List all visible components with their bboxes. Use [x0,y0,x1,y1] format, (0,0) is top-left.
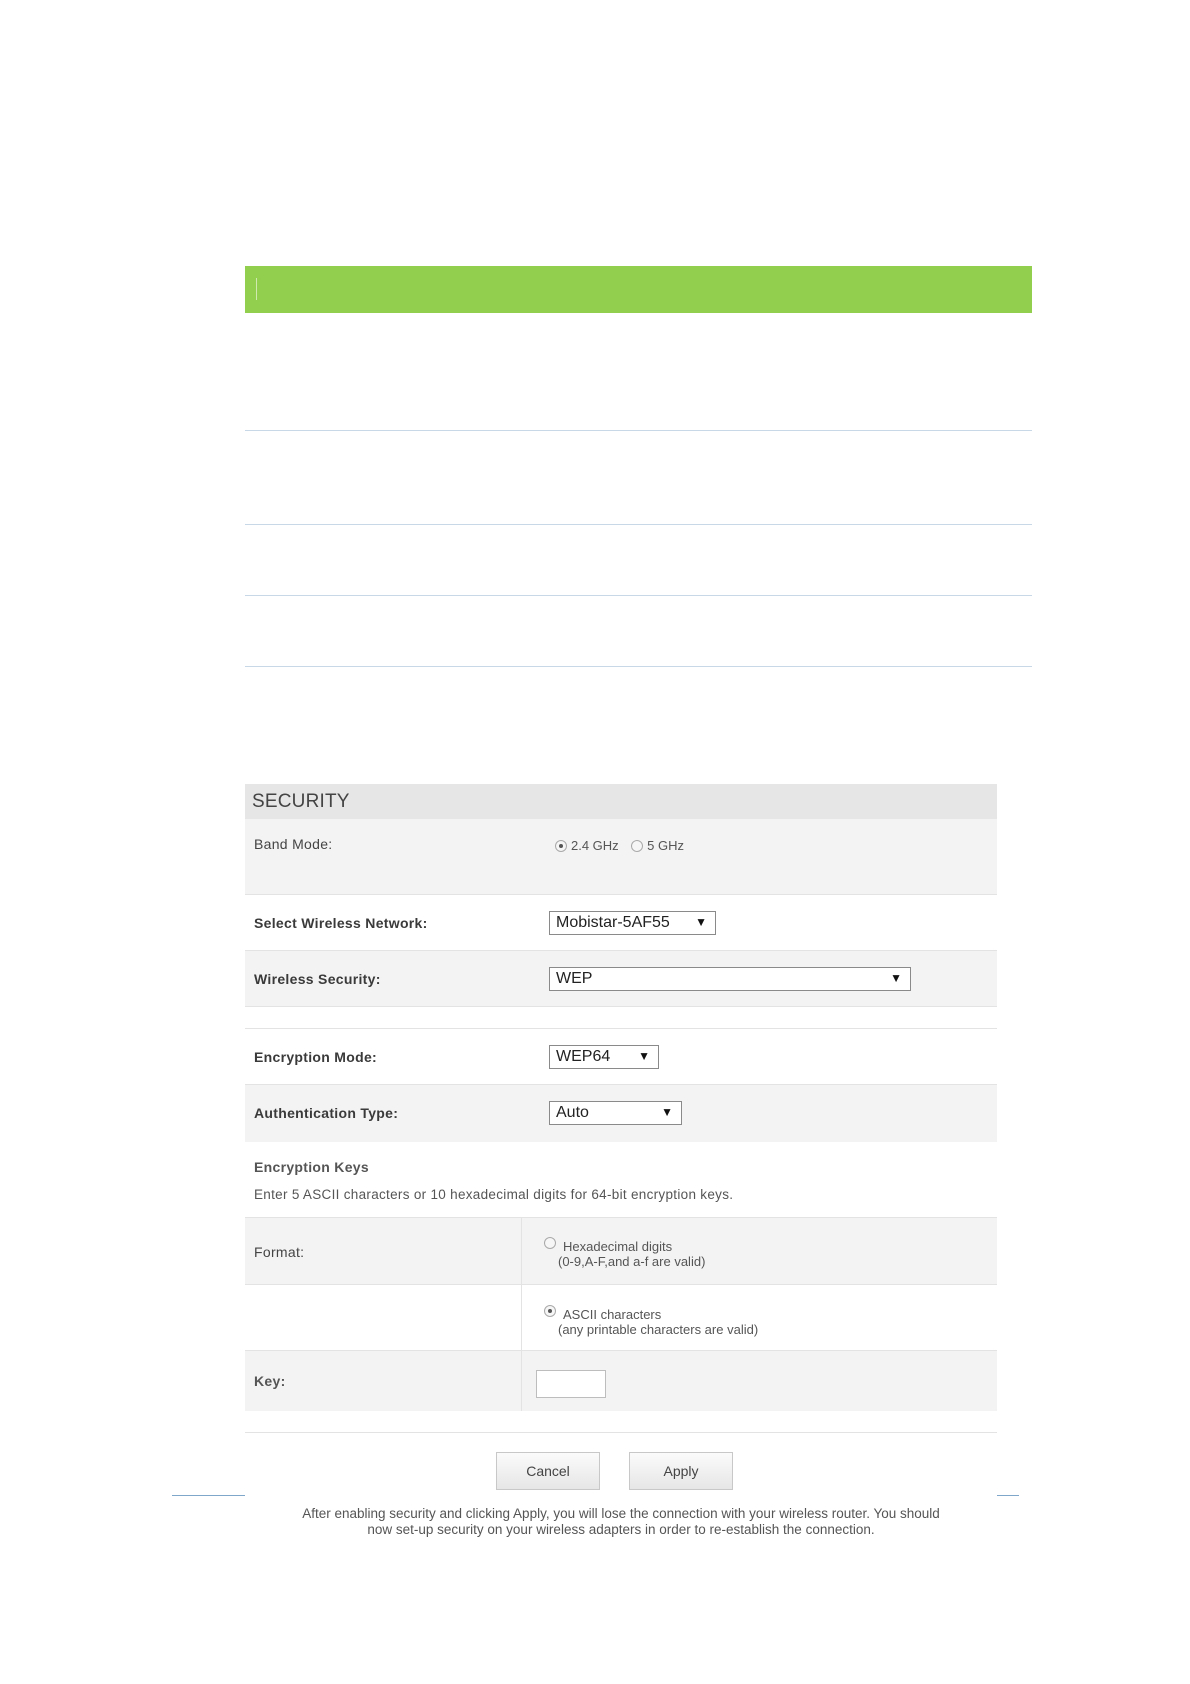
key-input[interactable] [536,1370,606,1398]
key-label: Key: [254,1373,286,1389]
triangle-down-icon: ▼ [890,971,902,985]
band-mode-options [555,837,692,855]
hex-digits-radio[interactable] [544,1237,556,1249]
wireless-network-select[interactable] [549,911,716,935]
authentication-type-row [245,1084,997,1142]
security-title: SECURITY [252,791,350,812]
band-mode-row [245,819,997,872]
hex-digits-label: Hexadecimal digits [563,1239,673,1254]
format-row-hex [245,1217,997,1285]
header-bar [245,266,1032,313]
cancel-button[interactable]: Cancel [496,1452,600,1490]
triangle-down-icon: ▼ [661,1105,673,1119]
encryption-mode-row [245,1028,997,1085]
encryption-mode-label: Encryption Mode: [254,1049,378,1065]
wireless-network-value: Mobistar-5AF55 [556,914,670,931]
wireless-network-row [245,894,997,951]
apply-button[interactable]: Apply [629,1452,733,1490]
encryption-mode-select[interactable] [549,1045,659,1069]
apply-warning-line-1: After enabling security and clicking Apply, you will lose the connection with your wireless router. You should [302,1506,940,1521]
format-label: Format: [254,1244,305,1260]
security-header [245,784,997,819]
triangle-down-icon: ▼ [638,1049,650,1063]
encryption-keys-heading: Encryption Keys [254,1159,369,1175]
wireless-security-select[interactable] [549,967,911,991]
encryption-keys-hint: Enter 5 ASCII characters or 10 hexadecimal digits for 64-bit encryption keys. [254,1187,734,1202]
ascii-chars-label: ASCII characters [563,1307,662,1322]
apply-warning-line-2: now set-up security on your wireless adapters in order to re-establish the connection. [367,1522,875,1537]
authentication-type-value: Auto [556,1104,589,1121]
divider [245,666,1032,667]
hex-digits-note: (0-9,A-F,and a-f are valid) [558,1254,706,1269]
divider [245,1432,997,1434]
header-bar-tick [256,278,257,300]
wireless-security-label: Wireless Security: [254,971,381,987]
ascii-chars-note: (any printable characters are valid) [558,1322,759,1337]
key-row [245,1350,997,1411]
divider [245,430,1032,431]
column-divider [521,1351,522,1411]
column-divider [521,1218,522,1285]
footer-divider-right [997,1495,1019,1496]
divider [245,595,1032,596]
band-mode-label: Band Mode: [254,836,333,852]
footer-divider-left [172,1495,245,1496]
security-panel [245,784,997,1544]
wireless-network-label: Select Wireless Network: [254,915,428,931]
column-divider [521,1285,522,1351]
spacer-row [245,1006,997,1029]
triangle-down-icon: ▼ [695,915,707,929]
band-5ghz-label: 5 GHz [647,838,684,854]
ascii-chars-radio[interactable] [544,1305,556,1317]
band-2-4ghz-radio[interactable] [555,840,567,852]
band-5ghz-radio[interactable] [631,840,643,852]
divider [245,524,1032,525]
wireless-security-value: WEP [556,970,593,987]
authentication-type-select[interactable] [549,1101,682,1125]
authentication-type-label: Authentication Type: [254,1105,399,1121]
apply-warning-note [245,1506,997,1538]
band-2-4ghz-label: 2.4 GHz [571,838,619,854]
wireless-security-row [245,950,997,1007]
spacer-row [245,872,997,894]
encryption-mode-value: WEP64 [556,1048,611,1065]
format-row-ascii [245,1284,997,1351]
